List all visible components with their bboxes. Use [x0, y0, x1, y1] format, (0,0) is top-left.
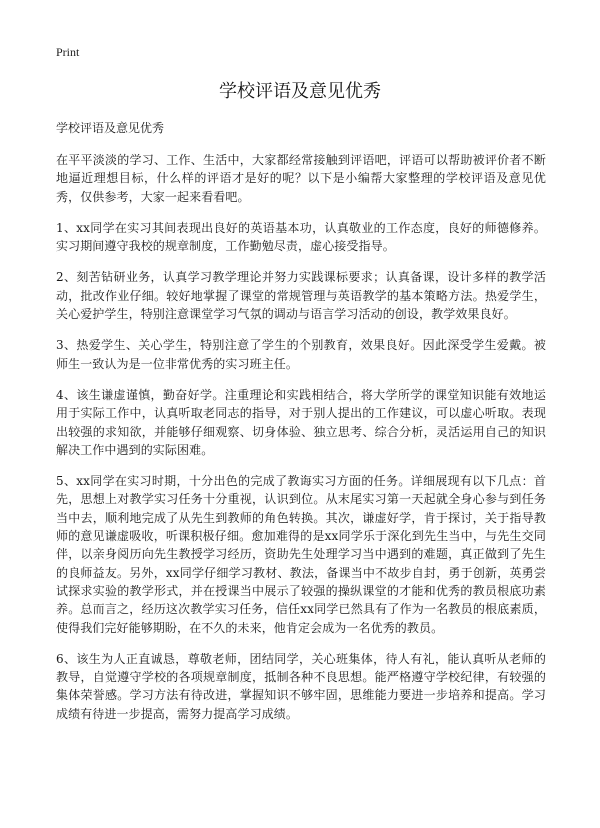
document-subtitle: 学校评语及意见优秀 — [56, 121, 165, 135]
document-body — [56, 151, 546, 736]
page-title: 学校评语及意见优秀 — [219, 81, 381, 102]
comment-paragraph-1: 1、xx同学在实习其间表现出良好的英语基本功，认真敬业的工作态度，良好的师德修养。实习期间遵守我校的规章制度，工作勤勉尽责，虚心接受指导。 — [56, 220, 546, 254]
comment-paragraph-5: 5、xx同学在实习时期，十分出色的完成了教诲实习方面的任务。详细展现有以下几点：首先，思想上对教学实习任务十分重视，认识到位。从末尾实习第一天起就全身心参与到任务当中去，顺利地完成了从先生到教师的角色转换。其次，谦虚好学，肯于探讨，关于指导教师的意见谦虚吸收，听课积极仔细。愈加难得的是xx同学乐于深化到先生当中，与先生交同伴，以亲身阅历向先生教授学习经历，资助先生处理学习当中遇到的难题，真正做到了先生的良师益友。另外，xx同学仔细学习教材、教法，备课当中不故步自封，勇于创新，英勇尝试探求实验的教学形式，并在授课当中展示了较强的操纵课堂的才能和优秀的教员根底功素养。总而言之，经历这次教学实习任务，信任xx同学已然具有了作为一名教员的根底素质，使得我们完好能够期盼，在不久的未来，他肯定会成为一名优秀的教员。 — [56, 474, 546, 635]
comment-paragraph-3: 3、热爱学生、关心学生，特别注意了学生的个别教育，效果良好。因此深受学生爱戴。被师生一致认为是一位非常优秀的实习班主任。 — [56, 338, 546, 371]
comment-paragraph-2: 2、刻苦钻研业务，认真学习教学理论并努力实践课标要求；认真备课，设计多样的教学活动，批改作业仔细。较好地掌握了课堂的常规管理与英语教学的基本策略方法。热爱学生，关心爱护学生，特别注意课堂学习气氛的调动与语言学习活动的创设，教学效果良好。 — [56, 270, 546, 322]
print-link[interactable]: Print — [56, 45, 80, 59]
comment-paragraph-4: 4、该生谦虚谨慎，勤奋好学。注重理论和实践相结合，将大学所学的课堂知识能有效地运用于实际工作中，认真听取老同志的指导，对于别人提出的工作建议，可以虚心听取。表现出较强的求知欲，并能够仔细观察、切身体验、独立思考、综合分析，灵活运用自己的知识解决工作中遇到的实际困难。 — [56, 387, 546, 457]
intro-paragraph: 在平平淡淡的学习、工作、生活中，大家都经常接触到评语吧，评语可以帮助被评价者不断地逼近理想目标，什么样的评语才是好的呢？以下是小编帮大家整理的学校评语及意见优秀，仅供参考，大家一起来看看吧。 — [56, 153, 546, 204]
comment-paragraph-6: 6、该生为人正直诚恳，尊敬老师，团结同学，关心班集体，待人有礼，能认真听从老师的教导，自觉遵守学校的各项规章制度，抵制各种不良思想。能严格遵守学校纪律，有较强的集体荣誉感。学习方法有待改进，掌握知识不够牢固，思维能力要进一步培养和提高。学习成绩有待进一步提高，需努力提高学习成绩。 — [56, 651, 546, 721]
